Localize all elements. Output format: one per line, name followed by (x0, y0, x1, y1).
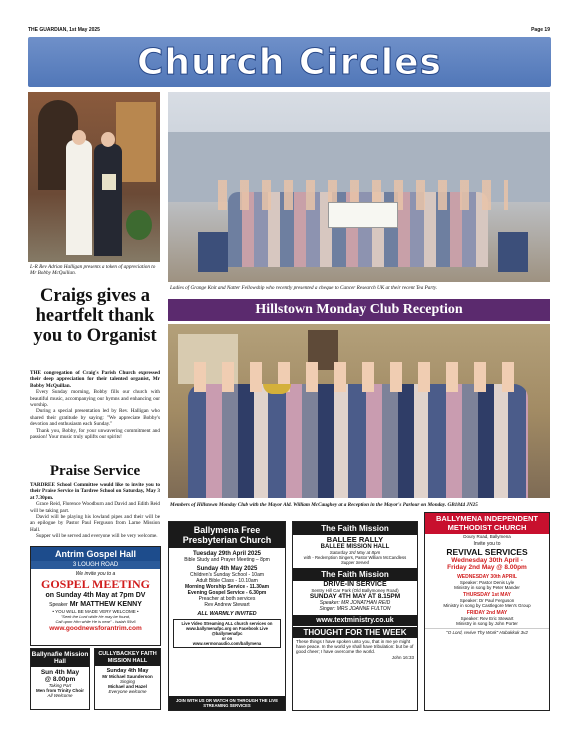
faith-drive: DRIVE-IN SERVICE (323, 581, 387, 588)
faith-hall: BALLEE MISSION HALL (320, 544, 390, 550)
faith-title: The Faith Mission (293, 522, 417, 535)
craigs-body-3: Thank you, Bobby, for your unwavering commitment and passion! Your music truly uplifts our spirits! (30, 427, 160, 441)
praise-body-1: Grace Reid, Florence Woodburn and David and Edith Reid will be taking part. (30, 501, 160, 514)
newspaper-dateline: THE GUARDIAN, 1st May 2025 (28, 27, 100, 33)
methodist-dates-2: Friday 2nd May @ 8.00pm (447, 564, 527, 571)
methodist-speaker-1: Speaker: Pastor Denis Lyle (459, 580, 515, 585)
cullybackey-welcome: Everyone welcome (108, 689, 147, 694)
methodist-church-ad (424, 512, 550, 711)
cullybackey-speaker: Mr Michael Saunderson (102, 674, 153, 679)
free-stream-link[interactable]: www.sermonaudio.com/ballymena (192, 641, 262, 646)
page-number: Page 19 (531, 27, 550, 33)
cullybackey-singers: Michael and Hazel (108, 684, 147, 689)
free-invite: ALL WARMLY INVITED (197, 611, 257, 617)
craigs-headline: Craigs gives a heartfelt thank you to Organist (33, 286, 157, 346)
free-line-6: Preacher at both services (198, 596, 256, 602)
methodist-ministry-3: Ministry in song by John Porter (456, 621, 518, 626)
antrim-gospel-hall-ad (30, 546, 161, 646)
ballynafie-title: Ballynafie Mission Hall (31, 651, 89, 665)
faith-web-link[interactable]: www.textministry.co.uk (293, 615, 417, 626)
antrim-website-link[interactable]: www.goodnewsforantrim.com (49, 625, 142, 632)
ballynafie-taking: Taking Part (48, 683, 72, 688)
cullybackey-date: Sunday 4th May (106, 668, 149, 674)
methodist-day-3: FRIDAY 2nd MAY (466, 610, 508, 616)
organist-photo-caption: L-R Rev Adrian Halligan presents a token of appreciation to Mr Bobby McQuillan. (30, 264, 156, 276)
free-footer: JOIN WITH US OR WATCH ON THROUGH THE LIVE STREAMING SERVICES (169, 696, 285, 710)
banner-title: Church Circles (137, 41, 442, 83)
hillstown-photo (168, 324, 550, 498)
free-stream-1: Live Video Streaming ALL church services on www.ballymenafpc.org on Facebook Live @ballymenafpc (181, 621, 273, 636)
antrim-speaker-label: Speaker (49, 602, 68, 608)
methodist-speaker-3: Speaker: Rev Eric Stewart (460, 616, 514, 621)
antrim-title: Antrim Gospel Hall (31, 547, 160, 561)
ballynafie-ad (30, 648, 90, 710)
faith-title-2: The Faith Mission (293, 568, 417, 581)
faith-date: Saturday 3rd May at 8pm (329, 550, 381, 555)
thought-ref: John 16:33 (391, 655, 414, 660)
craigs-body-2: During a special presentation led by Rev. Halligan who shared their gratitude by saying: "We appreciate Bobby's devotion and enthusiasm each Sunday." (30, 408, 160, 428)
free-title: Ballymena Free Presbyterian Church (169, 522, 285, 548)
ballynafie-date: Sun 4th May (40, 669, 80, 676)
free-line-2: Children's Sunday School - 10am (189, 572, 265, 578)
free-line-4: Morning Worship Service - 11.30am (184, 584, 270, 590)
cullybackey-singing: Singing (119, 679, 135, 684)
praise-lead: TARDREE School Committee would like to invite you to their Praise Service in Tardree School on Saturday, May 3 at 7.30pm. (30, 482, 160, 501)
antrim-speaker: Mr MATTHEW KENNY (69, 601, 142, 608)
free-line-7: Rev Andrew Stewart (204, 602, 250, 608)
craigs-article (30, 370, 160, 440)
free-line-3: Adult Bible Class - 10.10am (196, 578, 258, 584)
thought-title: THOUGHT FOR THE WEEK (293, 627, 417, 638)
methodist-dates-1: Wednesday 30th April - (451, 557, 523, 564)
faith-mission-ad (292, 521, 418, 711)
methodist-ministry-1: Ministry in song by Peter Mander (454, 585, 520, 590)
craigs-body-1: Every Sunday morning, Bobby fills our church with beautiful music, accompanying our hymns and enhancing our worship. (30, 389, 160, 409)
methodist-services: REVIVAL SERVICES (446, 547, 528, 557)
faith-supper: Supper Served (341, 560, 369, 565)
section-banner (28, 37, 551, 87)
faith-speaker: Speaker: MR JONATHAN REID (319, 600, 391, 606)
methodist-day-1: WEDNESDAY 30th APRIL (457, 574, 517, 580)
cullybackey-ad (94, 648, 161, 710)
praise-body-2: David will be playing his lowland pipes and their will be an epilogue by Pastor Paul Ferguson from Larne Mission Hall. (30, 514, 160, 533)
ballynafie-welcome: All Welcome (47, 693, 73, 698)
methodist-day-2: THURSDAY 1st MAY (463, 592, 511, 598)
methodist-invite: Invite you to (473, 541, 501, 547)
craigs-lead: THE congregation of Craig's Parish Church expressed their deep appreciation for their talented organist, Mr Bobby McQuillan. (30, 370, 160, 389)
organist-presentation-photo (28, 92, 160, 262)
thought-body: These things I have spoken unto you, that in me ye might have peace. In the world ye shall have tribulation: but be of good cheer; I have overcome the world. (296, 639, 414, 654)
hillstown-caption: Members of Hillstown Monday Club with the Mayor Ald. William McCaughey at a Reception in the Mayor's Parlour on Monday. GB1844 JN25 (170, 502, 478, 508)
antrim-meeting: GOSPEL MEETING (40, 577, 151, 591)
free-date-1: Tuesday 29th April 2025 (192, 551, 262, 557)
antrim-verse-2: Call upon Him while He is near" - Isaiah 55v6 (55, 619, 136, 624)
faith-singer: Singer: MRS JOANNE FULTON (319, 606, 391, 612)
ballynafie-time: @ 8.00pm (44, 676, 76, 683)
antrim-verse-1: "Seek the Lord while He may be found, (60, 614, 131, 619)
knit-and-natter-photo (168, 92, 550, 282)
antrim-when: on Sunday 4th May at 7pm DV (45, 592, 146, 599)
knit-photo-caption: Ladies of Grange Knit and Natter Fellowship who recently presented a cheque to Cancer Research UK at their recent Tea Party. (170, 285, 438, 291)
ballynafie-who: Men from Trinity Choir (35, 688, 84, 693)
faith-rally: BALLEE RALLY (326, 535, 384, 544)
praise-article (30, 482, 160, 540)
methodist-title: BALLYMENA INDEPENDENT METHODIST CHURCH (425, 513, 549, 534)
methodist-address: Doury Road, Ballymena (463, 534, 511, 539)
cullybackey-title: CULLYBACKEY FAITH MISSION HALL (95, 649, 160, 666)
free-presbyterian-ad (168, 521, 286, 711)
antrim-address: 3 LOUGH ROAD (31, 561, 160, 569)
faith-place: Sentry Hill Car Park (Old Ballymoney Road) (311, 588, 399, 593)
faith-with: with - Redemption Singers, Pastor William McCandless (303, 555, 407, 560)
methodist-ministry-2: Ministry in song by Castlegore Men's Group (443, 603, 531, 608)
free-line-5: Evening Gospel Service - 6.30pm (187, 590, 267, 596)
methodist-verse: "O Lord, revive Thy Work" Habakkuk 3v2 (425, 628, 549, 635)
faith-date-2: SUNDAY 4TH MAY AT 8.15PM (309, 593, 401, 600)
antrim-welcome: • YOU WILL BE MADE VERY WELCOME • (52, 609, 139, 614)
antrim-invite: We invite you to a (75, 571, 116, 577)
free-date-2: Sunday 4th May 2025 (196, 566, 258, 572)
free-stream-2: or on (221, 636, 233, 641)
hillstown-title: Hillstown Monday Club Reception (168, 299, 550, 321)
methodist-speaker-2: Speaker: Dr Paul Ferguson (459, 598, 515, 603)
praise-body-3: Supper will be served and everyone will be very welcome. (36, 533, 158, 540)
praise-headline: Praise Service (49, 463, 141, 479)
free-line-1: Bible Study and Prayer Meeting – 8pm (184, 557, 270, 563)
